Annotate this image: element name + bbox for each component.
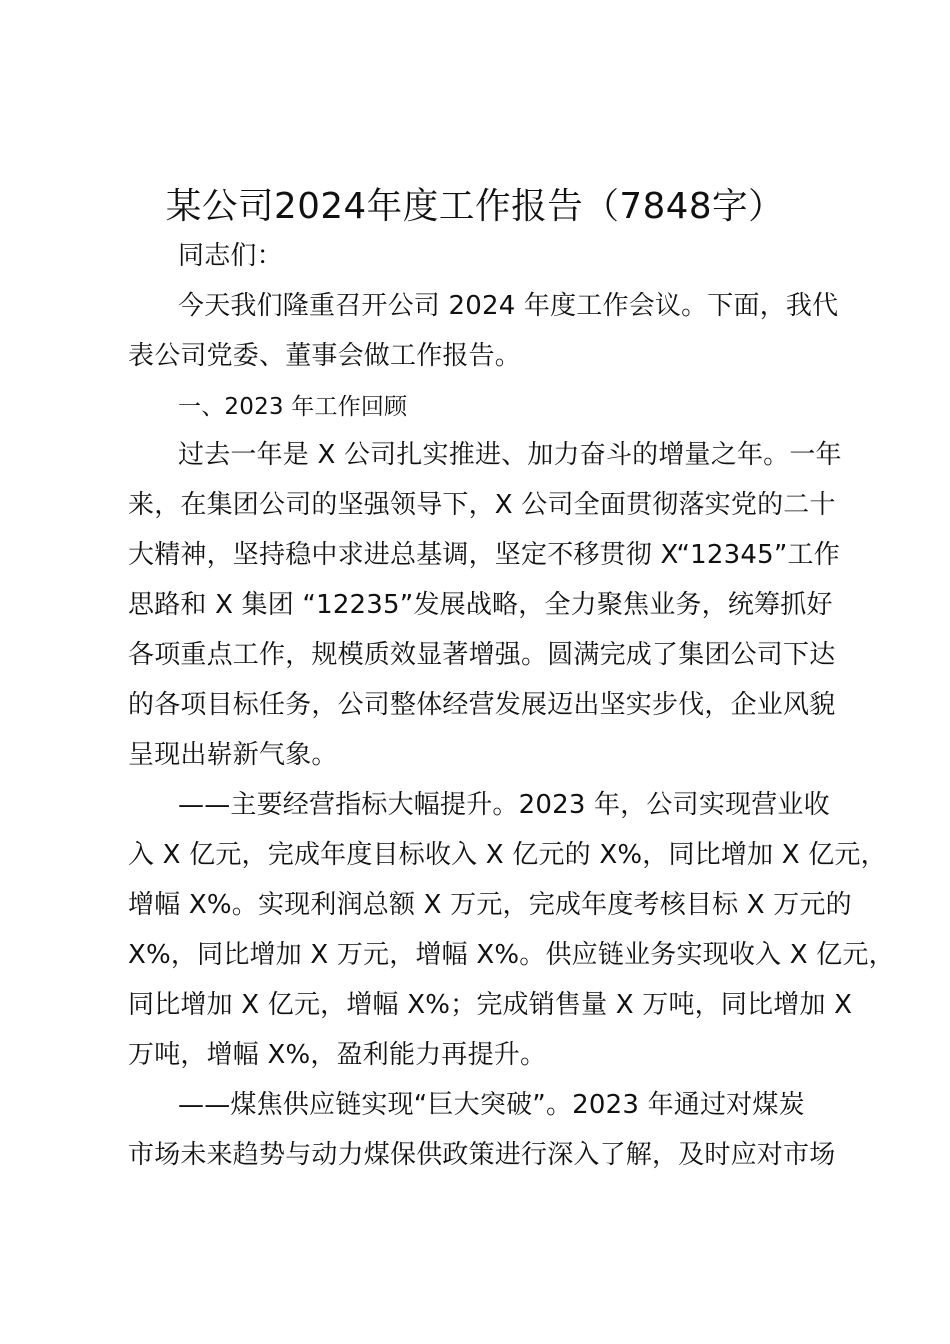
para2-line-1: ——主要经营指标大幅提升。2023 年，公司实现营业收 (178, 790, 830, 820)
para1-line-3: 大精神，坚持稳中求进总基调，坚定不移贯彻 X“12345”工作 (128, 540, 840, 570)
para2-line-2: 入 X 亿元，完成年度目标收入 X 亿元的 X%，同比增加 X 亿元， (128, 840, 887, 870)
para2-line-4: X%，同比增加 X 万元，增幅 X%。供应链业务实现收入 X 亿元， (128, 940, 895, 970)
para1-line-5: 各项重点工作，规模质效显著增强。圆满完成了集团公司下达 (128, 640, 836, 670)
para1-line-4: 思路和 X 集团 “12235”发展战略，全力聚焦业务，统筹抓好 (128, 590, 833, 620)
para1-line-1: 过去一年是 X 公司扎实推进、加力奋斗的增量之年。一年 (178, 440, 842, 470)
para2-line-6: 万吨，增幅 X%，盈利能力再提升。 (128, 1040, 547, 1070)
para1-line-6: 的各项目标任务，公司整体经营发展迈出坚实步伐，企业风貌 (128, 690, 836, 720)
section-heading: 一、2023 年工作回顾 (178, 394, 408, 420)
document-title: 某公司2024年度工作报告（7848字） (165, 186, 785, 227)
para2-line-3: 增幅 X%。实现利润总额 X 万元，完成年度考核目标 X 万元的 (128, 890, 852, 920)
intro-line-1: 今天我们隆重召开公司 2024 年度工作会议。下面，我代 (178, 291, 839, 321)
para3-line-2: 市场未来趋势与动力煤保供政策进行深入了解，及时应对市场 (128, 1140, 836, 1170)
greeting: 同志们： (178, 241, 283, 271)
para2-line-5: 同比增加 X 亿元，增幅 X%；完成销售量 X 万吨，同比增加 X (128, 990, 853, 1020)
para3-line-1: ——煤焦供应链实现“巨大突破”。2023 年通过对煤炭 (178, 1090, 805, 1120)
para1-line-7: 呈现出崭新气象。 (128, 740, 338, 770)
para1-line-2: 来，在集团公司的坚强领导下，X 公司全面贯彻落实党的二十 (128, 490, 836, 520)
intro-line-2: 表公司党委、董事会做工作报告。 (128, 341, 522, 371)
